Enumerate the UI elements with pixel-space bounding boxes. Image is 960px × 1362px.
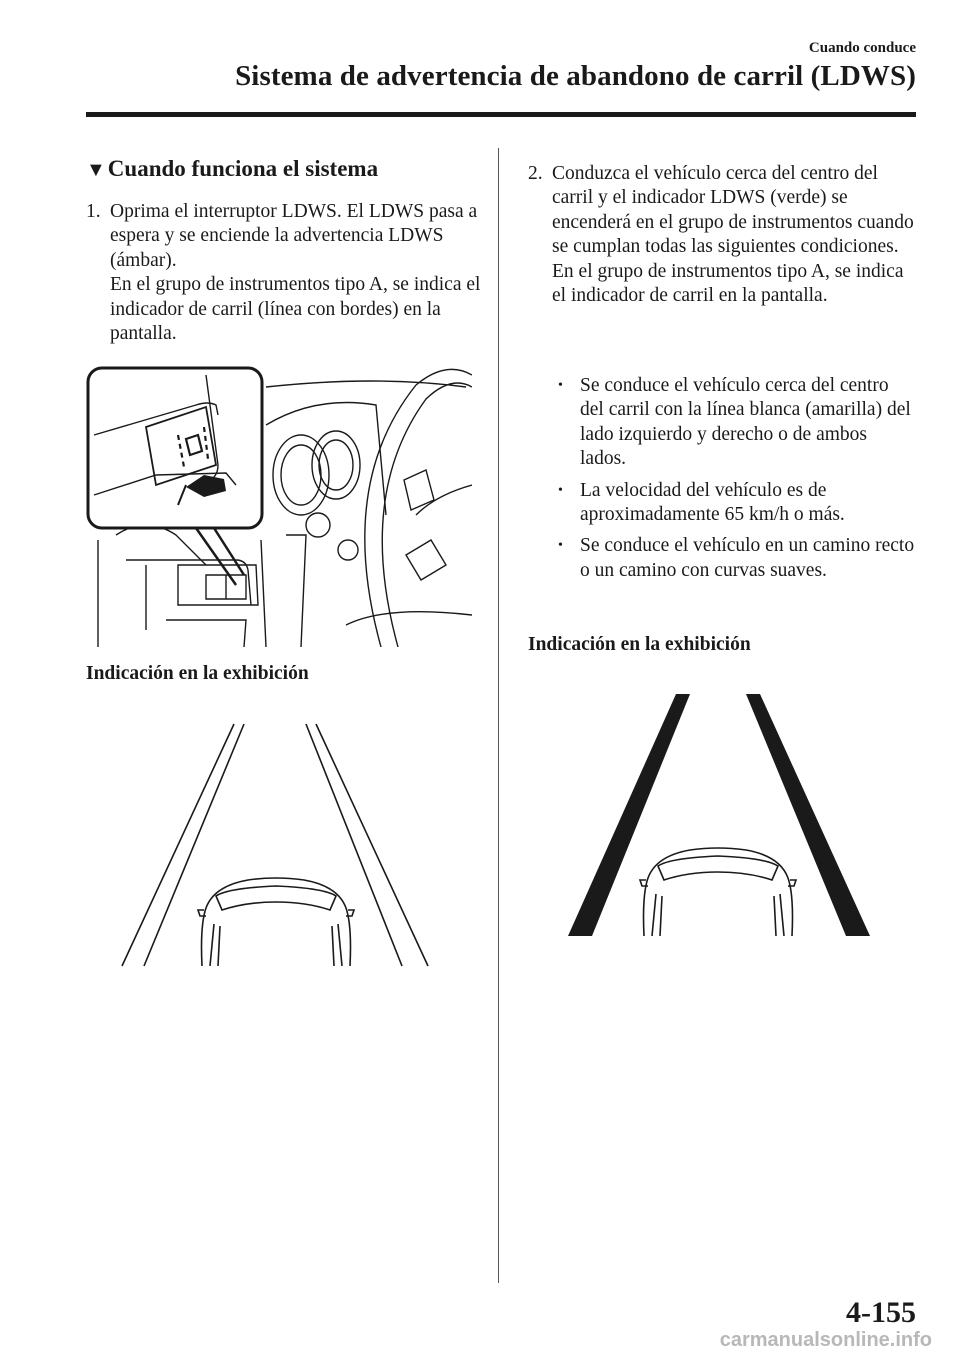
step-1-number: 1. (86, 201, 101, 222)
header-rule (86, 112, 916, 117)
step-2-number: 2. (528, 163, 543, 184)
conditions-list (556, 374, 916, 590)
condition-text: Se conduce el vehículo cerca del centro del carril con la línea blanca (amarilla) del lado izquierdo y derecho o de ambos lados. (580, 375, 911, 470)
condition-text: Se conduce el vehículo en un camino recto o un camino con curvas suaves. (580, 535, 915, 581)
bullet-icon: • (558, 482, 563, 498)
bullet-icon: • (558, 538, 563, 554)
section-heading-text: Cuando funciona el sistema (107, 156, 379, 181)
section-heading (86, 156, 378, 182)
step-2-text-2: En el grupo de instrumentos tipo A, se indica el indicador de carril en la pantalla. (552, 260, 904, 307)
list-item (556, 374, 916, 472)
list-item (556, 479, 916, 528)
watermark: carmanualsonline.info (719, 1329, 932, 1351)
page-title: Sistema de advertencia de abandono de carril (LDWS) (235, 60, 916, 92)
triangle-marker-icon: ▼ (86, 159, 106, 181)
bullet-icon: • (558, 378, 563, 393)
lane-display-outlined (118, 720, 434, 970)
list-item (556, 534, 916, 583)
column-divider (498, 148, 499, 1283)
condition-text: La velocidad del vehículo es de aproximadamente 65 km/h o más. (580, 479, 845, 526)
step-1-text: Oprima el interruptor LDWS. El LDWS pasa a espera y se enciende la advertencia LDWS (ámbar). (110, 201, 478, 271)
step-2 (528, 162, 918, 308)
dashboard-switch-illustration (86, 365, 472, 647)
step-2-text: Conduzca el vehículo cerca del centro del carril y el indicador LDWS (verde) se encenderá en el grupo de instrumentos cuando se cumplan todas las siguientes condiciones. (552, 163, 914, 258)
lane-display-solid (560, 690, 876, 940)
page-number: 4-155 (846, 1296, 916, 1329)
display-label-right: Indicación en la exhibición (528, 634, 751, 655)
step-1 (86, 200, 486, 346)
header-section-label: Cuando conduce (808, 40, 916, 56)
display-label-left: Indicación en la exhibición (86, 663, 309, 684)
step-1-text-2: En el grupo de instrumentos tipo A, se indica el indicador de carril (línea con bordes) en la pantalla. (110, 274, 481, 345)
